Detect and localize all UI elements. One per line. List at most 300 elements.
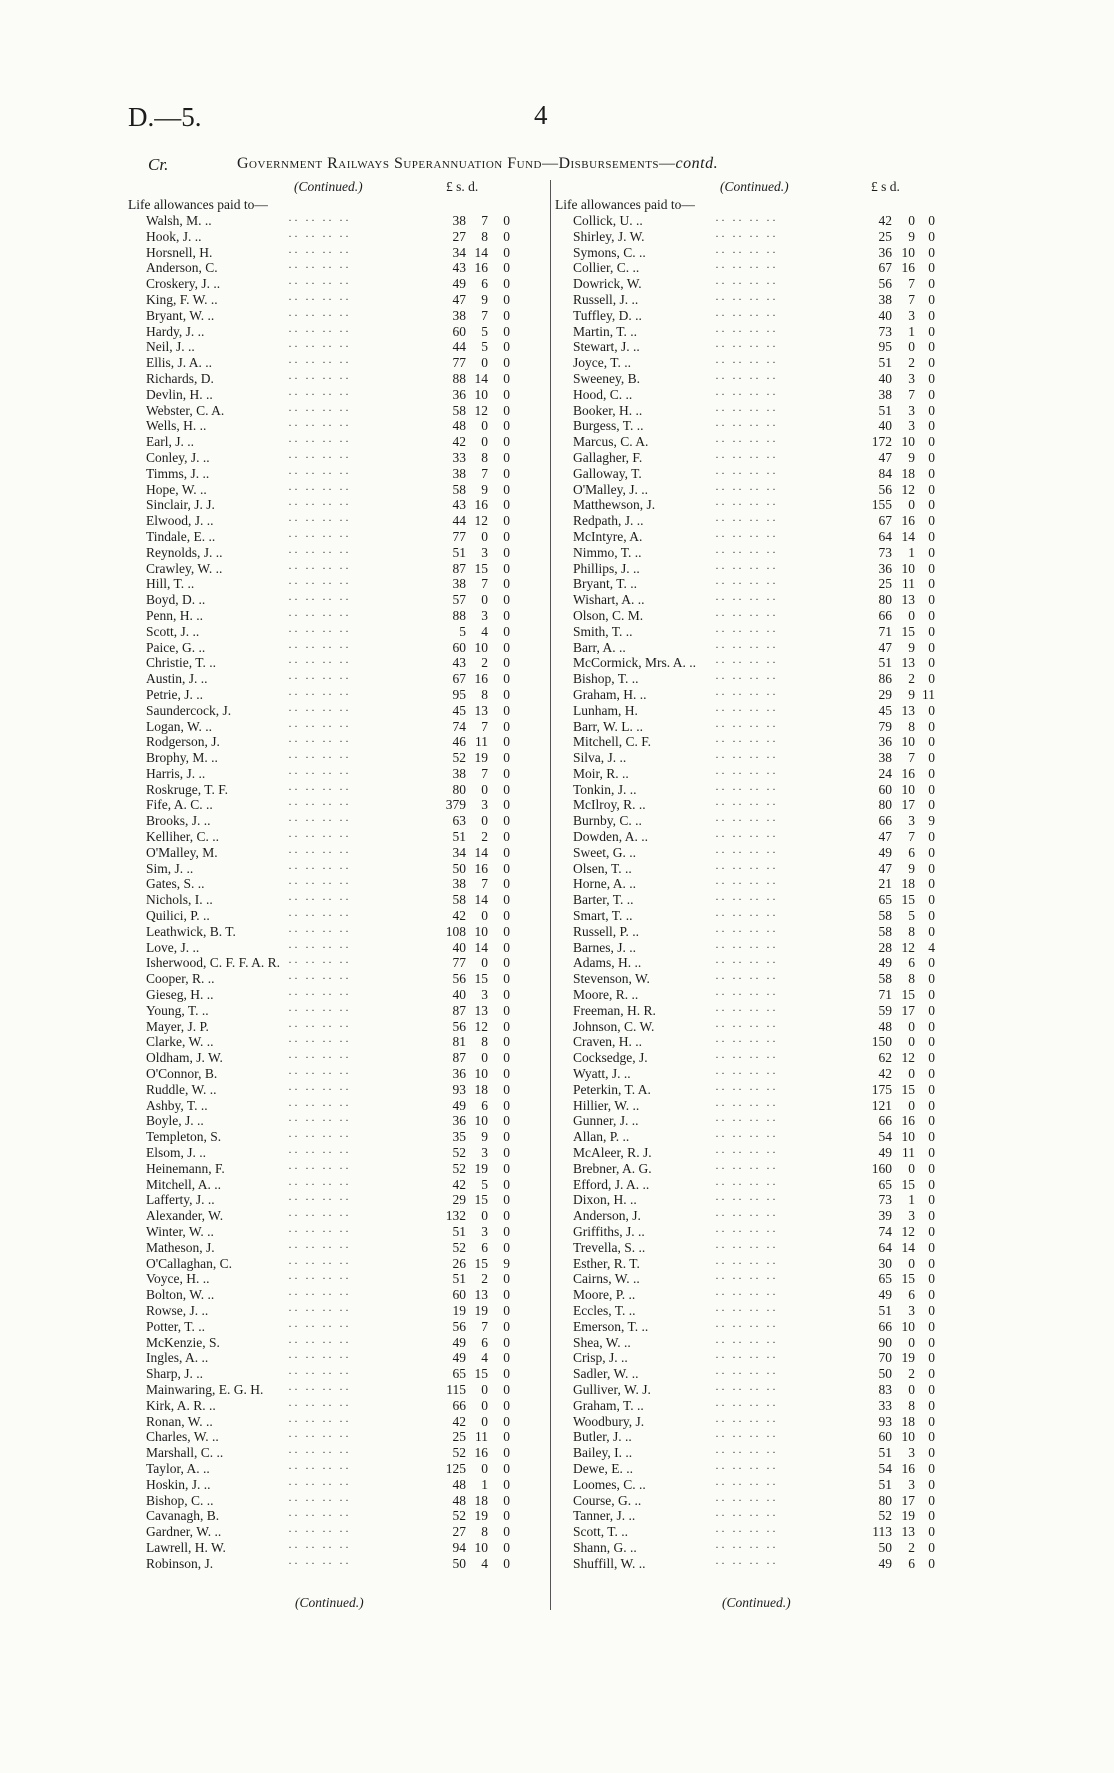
allowance-row: [128, 1540, 553, 1556]
leader-dots: ·· ·· ·· ··: [715, 1539, 778, 1554]
leader-dots: ·· ·· ·· ··: [288, 750, 351, 765]
pounds: 36: [878, 244, 892, 260]
name: Sharp, J. ..: [146, 1366, 203, 1382]
pounds: 45: [452, 702, 466, 718]
leader-dots: ·· ·· ·· ··: [288, 1476, 351, 1491]
name: Graham, H. ..: [573, 686, 647, 702]
shillings: 13: [901, 655, 915, 671]
pounds: 58: [452, 481, 466, 497]
pence: 0: [928, 1318, 935, 1334]
leader-dots: ·· ·· ·· ··: [715, 971, 778, 986]
pence: 11: [922, 686, 935, 702]
pounds: 74: [878, 1224, 892, 1239]
pounds: 86: [878, 671, 892, 687]
pounds: 49: [878, 1555, 892, 1571]
allowance-row: [555, 561, 980, 577]
name: Galloway, T.: [573, 465, 642, 481]
pence: 0: [928, 528, 935, 544]
name: Trevella, S. ..: [573, 1239, 646, 1255]
pence: 0: [928, 1539, 935, 1555]
shillings: 7: [481, 876, 488, 892]
shillings: 15: [901, 892, 915, 908]
allowance-row: [555, 1477, 980, 1493]
allowance-row: [128, 308, 553, 324]
pence: 0: [928, 434, 935, 450]
allowance-row: [555, 1382, 980, 1398]
pounds: 65: [878, 1176, 892, 1192]
allowance-row: [128, 1129, 553, 1145]
name: Burnby, C. ..: [573, 813, 642, 829]
allowance-row: [555, 876, 980, 892]
name: Elsom, J. ..: [146, 1145, 207, 1161]
allowance-row: [128, 213, 553, 229]
allowance-row: [555, 1508, 980, 1524]
allowance-row: [128, 861, 553, 877]
name: Loomes, C. ..: [573, 1476, 646, 1492]
allowance-row: [128, 1192, 553, 1208]
pence: 0: [503, 434, 510, 450]
leader-dots: ·· ·· ·· ··: [715, 1239, 778, 1254]
pounds: 88: [452, 370, 466, 386]
name: Boyd, D. ..: [146, 592, 206, 608]
name: Kelliher, C. ..: [146, 829, 219, 845]
allowance-row: [555, 1540, 980, 1556]
shillings: 19: [474, 1508, 488, 1524]
shillings: 9: [481, 1129, 488, 1145]
pence: 0: [503, 560, 510, 576]
shillings: 15: [901, 1271, 915, 1287]
shillings: 10: [474, 1066, 488, 1082]
name: Collier, C. ..: [573, 260, 640, 276]
shillings: 0: [481, 1208, 488, 1224]
leader-dots: ·· ·· ·· ··: [288, 260, 351, 275]
pence: 0: [928, 1239, 935, 1255]
name: Olsen, T. ..: [573, 860, 632, 876]
allowance-row: [555, 750, 980, 766]
shillings: 5: [481, 339, 488, 355]
shillings: 2: [481, 655, 488, 671]
leader-dots: ·· ·· ·· ··: [288, 513, 351, 528]
pence: 0: [503, 1413, 510, 1429]
name: Cairns, W. ..: [573, 1271, 640, 1287]
allowance-row: [555, 1050, 980, 1066]
allowance-row: [555, 1034, 980, 1050]
name: Timms, J. ..: [146, 465, 210, 481]
shillings: 0: [481, 1413, 488, 1429]
pence: 0: [503, 718, 510, 734]
name: Conley, J. ..: [146, 449, 210, 465]
allowance-row: [128, 924, 553, 940]
pence: 0: [503, 1192, 510, 1208]
allowance-row: [555, 734, 980, 750]
pounds: 132: [445, 1208, 466, 1224]
pounds: 50: [878, 1366, 892, 1382]
allowance-row: [128, 387, 553, 403]
leader-dots: ·· ·· ·· ··: [288, 1018, 351, 1033]
leader-dots: ·· ·· ·· ··: [288, 686, 351, 701]
pounds: 94: [452, 1539, 466, 1555]
leader-dots: ·· ·· ·· ··: [715, 592, 778, 607]
allowance-row: [128, 1066, 553, 1082]
pounds: 40: [878, 370, 892, 386]
leader-dots: ·· ·· ·· ··: [715, 339, 778, 354]
allowance-row: [555, 1271, 980, 1287]
pence: 0: [503, 576, 510, 592]
leader-dots: ·· ·· ·· ··: [288, 1429, 351, 1444]
allowance-row: [555, 450, 980, 466]
leader-dots: ·· ·· ·· ··: [715, 765, 778, 780]
leader-dots: ·· ·· ·· ··: [288, 1160, 351, 1175]
allowance-row: [555, 576, 980, 592]
name: Dowrick, W.: [573, 276, 642, 292]
allowance-row: [555, 1287, 980, 1303]
allowance-row: [128, 655, 553, 671]
pounds: 38: [878, 291, 892, 307]
allowance-row: [555, 213, 980, 229]
pounds: 66: [878, 813, 892, 829]
shillings: 0: [908, 1160, 915, 1176]
leader-dots: ·· ·· ·· ··: [288, 1492, 351, 1507]
leader-dots: ·· ·· ·· ··: [715, 955, 778, 970]
name: Bryant, W. ..: [146, 307, 215, 323]
name: Devlin, H. ..: [146, 386, 213, 402]
shillings: 18: [474, 1492, 488, 1508]
shillings: 14: [474, 939, 488, 955]
name: Eccles, T. ..: [573, 1302, 636, 1318]
leader-dots: ·· ·· ·· ··: [288, 1287, 351, 1302]
name: Walsh, M. ..: [146, 213, 212, 228]
pounds: 33: [878, 1397, 892, 1413]
pence: 9: [928, 813, 935, 829]
pounds: 64: [878, 1239, 892, 1255]
shillings: 5: [908, 908, 915, 924]
leader-dots: ·· ·· ·· ··: [288, 1145, 351, 1160]
shillings: 15: [901, 1176, 915, 1192]
pounds: 48: [878, 1018, 892, 1034]
leader-dots: ·· ·· ·· ··: [715, 244, 778, 259]
pence: 0: [928, 844, 935, 860]
allowance-row: [555, 1414, 980, 1430]
pounds: 54: [878, 1460, 892, 1476]
name: Lawrell, H. W.: [146, 1539, 226, 1555]
pounds: 29: [452, 1192, 466, 1208]
pounds: 52: [452, 1445, 466, 1461]
allowance-row: [128, 450, 553, 466]
pence: 0: [503, 987, 510, 1003]
name: Sim, J. ..: [146, 860, 194, 876]
leader-dots: ·· ·· ·· ··: [288, 323, 351, 338]
allowance-row: [555, 497, 980, 513]
pence: 0: [928, 1302, 935, 1318]
pence: 0: [928, 971, 935, 987]
shillings: 3: [481, 1145, 488, 1161]
shillings: 9: [908, 228, 915, 244]
pounds: 60: [452, 639, 466, 655]
document-reference: D.—5.: [128, 102, 202, 132]
page-number: 4: [534, 100, 548, 130]
leader-dots: ·· ·· ·· ··: [715, 1397, 778, 1412]
allowance-row: [555, 1335, 980, 1351]
allowance-row: [128, 1303, 553, 1319]
pounds: 40: [452, 939, 466, 955]
shillings: 8: [908, 971, 915, 987]
leader-dots: ·· ·· ·· ··: [715, 844, 778, 859]
leader-dots: ·· ·· ·· ··: [715, 1034, 778, 1049]
name: Peterkin, T. A.: [573, 1081, 651, 1097]
leader-dots: ·· ·· ·· ··: [715, 228, 778, 243]
name: Love, J. ..: [146, 939, 200, 955]
pounds: 88: [452, 607, 466, 623]
allowance-row: [128, 592, 553, 608]
name: Heinemann, F.: [146, 1160, 225, 1176]
allowance-row: [555, 1113, 980, 1129]
name: Clarke, W. ..: [146, 1034, 214, 1050]
allowance-row: [555, 1145, 980, 1161]
allowance-row: [128, 418, 553, 434]
shillings: 16: [474, 671, 488, 687]
shillings: 0: [481, 418, 488, 434]
shillings: 16: [474, 497, 488, 513]
name: Shann, G. ..: [573, 1539, 637, 1555]
allowance-row: [128, 782, 553, 798]
pence: 0: [503, 339, 510, 355]
pence: 0: [928, 386, 935, 402]
allowance-row: [555, 703, 980, 719]
pence: 0: [928, 655, 935, 671]
name: Neil, J. ..: [146, 339, 195, 355]
pence: 0: [928, 323, 935, 339]
name: Russell, P. ..: [573, 923, 640, 939]
shillings: 7: [481, 307, 488, 323]
allowance-row: [555, 655, 980, 671]
name: Roskruge, T. F.: [146, 781, 229, 797]
name: Gulliver, W. J.: [573, 1381, 651, 1397]
allowance-row: [128, 1113, 553, 1129]
allowance-row: [555, 387, 980, 403]
name: Griffiths, J. ..: [573, 1224, 645, 1239]
pence: 0: [928, 1397, 935, 1413]
pence: 0: [503, 1445, 510, 1461]
leader-dots: ·· ·· ·· ··: [288, 1034, 351, 1049]
allowance-row: [555, 292, 980, 308]
shillings: 5: [481, 323, 488, 339]
shillings: 3: [908, 370, 915, 386]
shillings: 12: [474, 402, 488, 418]
leader-dots: ·· ·· ·· ··: [715, 655, 778, 670]
allowance-row: [128, 1508, 553, 1524]
leader-dots: ·· ·· ·· ··: [288, 987, 351, 1002]
shillings: 3: [481, 987, 488, 1003]
allowance-list: [128, 213, 553, 1572]
name: Gardner, W. ..: [146, 1524, 222, 1540]
allowance-row: [128, 1145, 553, 1161]
allowance-row: [128, 339, 553, 355]
pounds: 26: [452, 1255, 466, 1271]
pounds: 47: [878, 639, 892, 655]
leader-dots: ·· ·· ·· ··: [288, 592, 351, 607]
pence: 0: [928, 1508, 935, 1524]
pence: 0: [503, 1524, 510, 1540]
shillings: 10: [901, 1429, 915, 1445]
name: Marshall, C. ..: [146, 1445, 224, 1461]
leader-dots: ·· ·· ·· ··: [715, 829, 778, 844]
pence: 0: [928, 1224, 935, 1239]
leader-dots: ·· ·· ·· ··: [715, 418, 778, 433]
shillings: 0: [908, 607, 915, 623]
name: Mitchell, C. F.: [573, 734, 652, 750]
pounds: 56: [452, 1318, 466, 1334]
pence: 0: [928, 370, 935, 386]
allowance-row: [128, 513, 553, 529]
leader-dots: ·· ·· ·· ··: [288, 655, 351, 670]
allowance-row: [128, 529, 553, 545]
leader-dots: ·· ·· ·· ··: [288, 860, 351, 875]
allowance-row: [555, 1240, 980, 1256]
leader-dots: ·· ·· ·· ··: [715, 260, 778, 275]
allowance-row: [555, 339, 980, 355]
pence: 0: [928, 1429, 935, 1445]
leader-dots: ·· ·· ·· ··: [288, 497, 351, 512]
shillings: 16: [901, 1460, 915, 1476]
pence: 0: [928, 1413, 935, 1429]
allowance-row: [555, 513, 980, 529]
shillings: 8: [481, 1524, 488, 1540]
pence: 0: [503, 671, 510, 687]
name: Craven, H. ..: [573, 1034, 642, 1050]
allowance-row: [555, 829, 980, 845]
pounds: 43: [452, 655, 466, 671]
allowance-row: [555, 260, 980, 276]
name: Moir, R. ..: [573, 765, 629, 781]
pence: 0: [928, 702, 935, 718]
shillings: 7: [481, 213, 488, 228]
name: Horsnell, H.: [146, 244, 213, 260]
name: Petrie, J. ..: [146, 686, 203, 702]
pence: 0: [928, 1287, 935, 1303]
name: Tanner, J. ..: [573, 1508, 636, 1524]
name: Fife, A. C. ..: [146, 797, 213, 813]
shillings: 9: [481, 481, 488, 497]
pounds: 51: [878, 655, 892, 671]
shillings: 4: [481, 623, 488, 639]
shillings: 10: [901, 734, 915, 750]
pence: 0: [928, 1476, 935, 1492]
pounds: 58: [878, 908, 892, 924]
leader-dots: ·· ·· ·· ··: [288, 607, 351, 622]
allowance-row: [128, 1350, 553, 1366]
allowance-row: [128, 624, 553, 640]
shillings: 16: [474, 860, 488, 876]
shillings: 7: [481, 465, 488, 481]
leader-dots: ·· ·· ·· ··: [288, 1302, 351, 1317]
name: Joyce, T. ..: [573, 355, 631, 371]
shillings: 10: [474, 639, 488, 655]
allowance-row: [128, 229, 553, 245]
name: Webster, C. A.: [146, 402, 225, 418]
pence: 0: [503, 1239, 510, 1255]
shillings: 0: [481, 1381, 488, 1397]
pence: 0: [503, 386, 510, 402]
shillings: 10: [901, 1129, 915, 1145]
leader-dots: ·· ·· ·· ··: [715, 813, 778, 828]
name: Mainwaring, E. G. H.: [146, 1381, 264, 1397]
allowance-row: [128, 1429, 553, 1445]
leader-dots: ·· ·· ·· ··: [715, 560, 778, 575]
leader-dots: ·· ·· ·· ··: [288, 307, 351, 322]
shillings: 2: [481, 1271, 488, 1287]
allowance-row: [555, 245, 980, 261]
shillings: 7: [481, 765, 488, 781]
allowance-row: [128, 1208, 553, 1224]
name: Crisp, J. ..: [573, 1350, 628, 1366]
leader-dots: ·· ·· ·· ··: [288, 765, 351, 780]
shillings: 15: [474, 1255, 488, 1271]
leader-dots: ·· ·· ·· ··: [715, 307, 778, 322]
allowance-row: [128, 371, 553, 387]
leader-dots: ·· ·· ·· ··: [288, 971, 351, 986]
continued-label: (Continued.): [720, 179, 789, 194]
pence: 0: [503, 544, 510, 560]
pence: 0: [928, 402, 935, 418]
leader-dots: ·· ·· ·· ··: [715, 1445, 778, 1460]
shillings: 14: [474, 892, 488, 908]
shillings: 3: [908, 1302, 915, 1318]
shillings: 7: [908, 386, 915, 402]
name: Robinson, J.: [146, 1555, 214, 1571]
pounds: 38: [452, 576, 466, 592]
shillings: 3: [908, 1208, 915, 1224]
leader-dots: ·· ·· ·· ··: [288, 1239, 351, 1254]
name: Bishop, C. ..: [146, 1492, 214, 1508]
shillings: 13: [474, 1287, 488, 1303]
pounds: 39: [878, 1208, 892, 1224]
pence: 0: [928, 1129, 935, 1145]
name: Bolton, W. ..: [146, 1287, 215, 1303]
shillings: 1: [481, 1476, 488, 1492]
pounds: 121: [871, 1097, 892, 1113]
shillings: 3: [908, 402, 915, 418]
leader-dots: ·· ·· ·· ··: [715, 1176, 778, 1191]
pence: 0: [503, 244, 510, 260]
pounds: 65: [878, 892, 892, 908]
name: Gates, S. ..: [146, 876, 205, 892]
shillings: 0: [481, 813, 488, 829]
pounds: 38: [878, 750, 892, 766]
shillings: 9: [908, 449, 915, 465]
leader-dots: ·· ·· ·· ··: [715, 1413, 778, 1428]
allowance-row: [128, 955, 553, 971]
allowance-row: [128, 671, 553, 687]
pence: 0: [503, 402, 510, 418]
pounds: 52: [452, 1145, 466, 1161]
pounds: 58: [878, 923, 892, 939]
pence: 0: [928, 339, 935, 355]
pence: 0: [503, 528, 510, 544]
leader-dots: ·· ·· ·· ··: [288, 797, 351, 812]
allowance-row: [128, 845, 553, 861]
name: Anderson, J.: [573, 1208, 641, 1224]
leader-dots: ·· ·· ·· ··: [715, 923, 778, 938]
leader-dots: ·· ·· ·· ··: [715, 528, 778, 543]
allowance-row: [128, 892, 553, 908]
shillings: 0: [908, 497, 915, 513]
pounds: 52: [452, 1160, 466, 1176]
allowance-row: [555, 608, 980, 624]
leader-dots: ·· ·· ·· ··: [715, 686, 778, 701]
name: Ronan, W. ..: [146, 1413, 213, 1429]
allowance-row: [128, 260, 553, 276]
pounds: 36: [878, 734, 892, 750]
